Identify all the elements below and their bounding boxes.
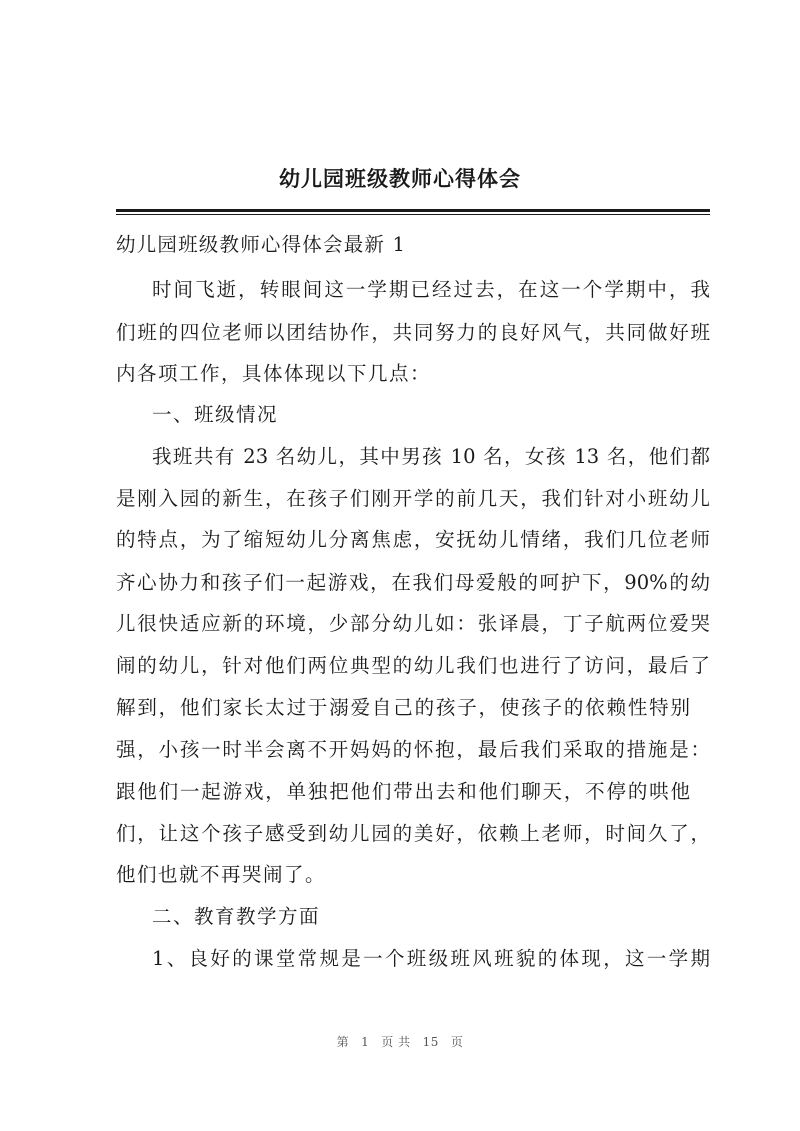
document-title: 幼儿园班级教师心得体会	[279, 166, 521, 191]
section-heading: 一、班级情况	[152, 403, 279, 426]
paragraph-line: 儿很快适应新的环境，少部分幼儿如：张译晨，丁子航两位爱哭	[116, 612, 710, 635]
paragraph-line: 强，小孩一时半会离不开妈妈的怀抱，最后我们采取的措施是：	[116, 738, 710, 761]
paragraph-line: 内各项工作，具体体现以下几点：	[116, 362, 432, 385]
footer-total-pages: 15	[422, 1035, 439, 1049]
page-footer	[0, 1033, 800, 1050]
paragraph-line: 他们也就不再哭闹了。	[116, 863, 327, 886]
section-heading: 二、教育教学方面	[152, 905, 321, 928]
footer-prefix: 第	[336, 1035, 350, 1049]
paragraph-line: 时间飞逝，转眼间这一学期已经过去，在这一个学期中，我	[152, 278, 710, 301]
paragraph-line: 齐心协力和孩子们一起游戏，在我们母爱般的呵护下，90%的幼	[116, 571, 710, 594]
document-subtitle: 幼儿园班级教师心得体会最新 1	[116, 233, 407, 256]
title-rule-thick	[116, 209, 710, 212]
paragraph-line: 的特点，为了缩短幼儿分离焦虑，安抚幼儿情绪，我们几位老师	[116, 528, 710, 551]
paragraph-line: 们班的四位老师以团结协作，共同努力的良好风气，共同做好班	[116, 321, 710, 344]
paragraph-line: 1、良好的课堂常规是一个班级班风班貌的体现，这一学期	[152, 947, 710, 970]
paragraph-line: 我班共有 23 名幼儿，其中男孩 10 名，女孩 13 名，他们都	[152, 445, 710, 468]
paragraph-line: 解到，他们家长太过于溺爱自己的孩子，使孩子的依赖性特别	[116, 696, 690, 719]
footer-page-number: 1	[361, 1035, 370, 1049]
footer-suffix: 页	[450, 1035, 464, 1049]
paragraph-line: 跟他们一起游戏，单独把他们带出去和他们聊天，不停的哄他	[116, 780, 690, 803]
paragraph-line: 们，让这个孩子感受到幼儿园的美好，依赖上老师，时间久了，	[116, 822, 710, 845]
paragraph-line: 闹的幼儿，针对他们两位典型的幼儿我们也进行了访问，最后了	[116, 654, 710, 677]
title-rule-thin	[116, 214, 710, 215]
paragraph-line: 是刚入园的新生，在孩子们刚开学的前几天，我们针对小班幼儿	[116, 487, 710, 510]
footer-middle: 页 共	[381, 1035, 411, 1049]
